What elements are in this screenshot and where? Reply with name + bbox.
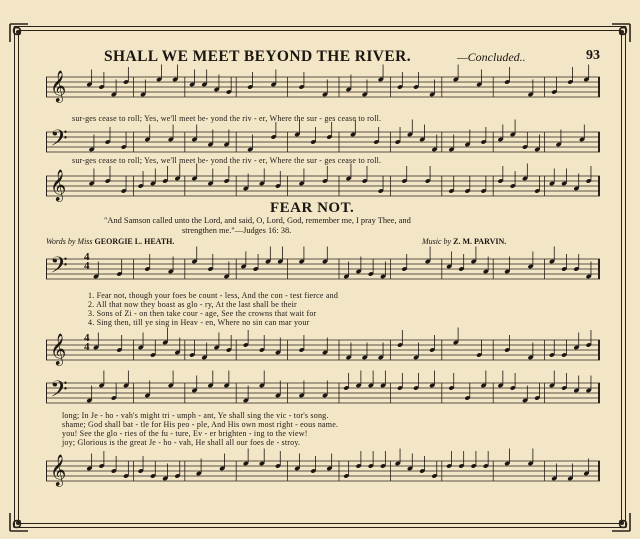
clef-icon: 𝄞	[50, 333, 67, 365]
verse-line: long; In Je - ho - vah's might tri - umph - ant, Ye shall sing the vic - tor's song.	[62, 411, 329, 420]
staff-treble-system-1	[46, 252, 600, 286]
time-signature: 4 4	[84, 251, 90, 272]
ornament-corner-icon	[602, 503, 632, 533]
staff-bass-system-2	[46, 451, 600, 491]
ornament-corner-icon	[602, 22, 632, 52]
clef-icon: 𝄢	[50, 125, 68, 157]
title-suffix: —Concluded..	[457, 50, 526, 64]
staff-treble-top	[46, 70, 600, 104]
clef-icon: 𝄞	[50, 454, 67, 486]
time-signature: 4 4	[84, 332, 90, 353]
staff-alto-top	[46, 127, 600, 157]
verse-line: joy; Glorious is the great Je - ho - vah, He shall all our foes de - stroy.	[62, 438, 301, 447]
music-credit-label: Music by	[422, 237, 452, 246]
verse-line: you! See the glo - ries of the fu - ture, Ev - er brighten - ing to the view!	[62, 429, 308, 438]
clef-icon: 𝄞	[50, 169, 67, 201]
verse-line: 3. Sons of Zi - on then take cour - age, See the crowns that wait for	[88, 309, 317, 318]
ornament-corner-icon	[8, 503, 38, 533]
words-credit-name: GEORGIE L. HEATH.	[94, 237, 175, 246]
hymn-title: FEAR NOT.	[270, 200, 355, 216]
music-credit-name: Z. M. PARVIN.	[453, 237, 507, 246]
lyrics-line: sur-ges cease to roll; Yes, we'll meet be- yond the riv - er, Where the sur - ges cease to roll.	[72, 156, 382, 165]
staff-bass-system-1	[46, 333, 600, 367]
verse-line: 1. Fear not, though your foes be count - less, And the con - test fierce and	[88, 291, 339, 300]
epigraph-line: "And Samson called unto the Lord, and said, O, Lord, God, remember me, I pray Thee, and	[104, 216, 411, 225]
staff-treble-system-2	[46, 378, 600, 408]
verse-line: shame; God shall bat - tle for His peo - ple, And His own most right - eous name.	[62, 420, 339, 429]
verse-line: 2. All that now they boast as glo - ry, At the last shall be their	[88, 300, 297, 309]
music-credit	[422, 237, 506, 246]
verse-line: 4. Sing then, till ye sing in Heav - en, Where no sin can mar your	[88, 318, 310, 327]
lyrics-line: sur-ges cease to roll; Yes, we'll meet be- yond the riv - er, Where the sur - ges cease to roll.	[72, 114, 382, 123]
words-credit	[46, 237, 174, 246]
page-title: SHALL WE MEET BEYOND THE RIVER.	[104, 48, 411, 65]
clef-icon: 𝄞	[50, 70, 67, 102]
clef-icon: 𝄢	[50, 376, 68, 408]
epigraph-line: strengthen me."—Judges 16: 38.	[182, 226, 292, 235]
ornament-corner-icon	[8, 22, 38, 52]
staff-bass-top	[46, 171, 600, 201]
clef-icon: 𝄢	[50, 252, 68, 284]
words-credit-label: Words by Miss	[46, 237, 93, 246]
page-number: 93	[586, 48, 600, 63]
